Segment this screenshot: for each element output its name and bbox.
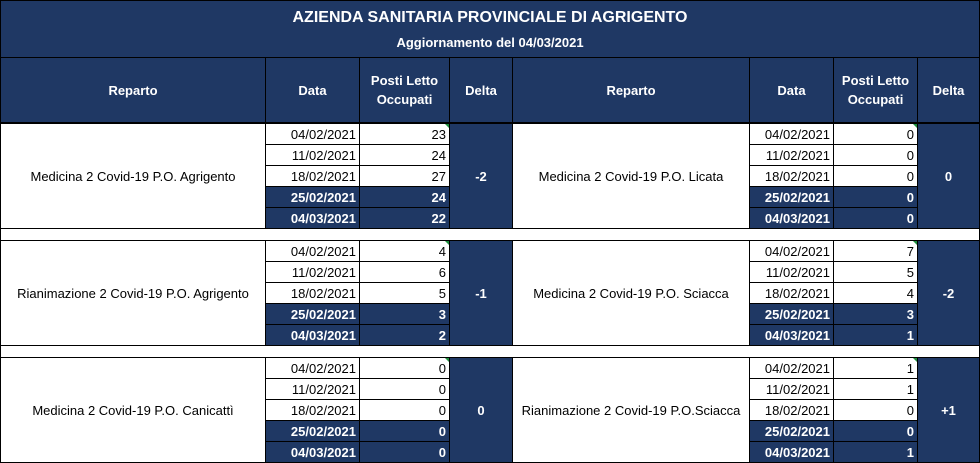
- reparto-cell[interactable]: Medicina 2 Covid-19 P.O. Agrigento: [0, 123, 266, 229]
- date-cell[interactable]: 11/02/2021: [265, 144, 360, 166]
- beds-cell[interactable]: 0: [359, 357, 450, 379]
- date-cell[interactable]: 25/02/2021: [265, 186, 360, 208]
- delta-cell[interactable]: +1: [917, 357, 980, 463]
- delta-cell[interactable]: -2: [917, 240, 980, 346]
- page-title: AZIENDA SANITARIA PROVINCIALE DI AGRIGENTO: [292, 9, 688, 26]
- cell-note-marker: [913, 241, 917, 245]
- header-posti-right[interactable]: Posti Letto Occupati: [833, 57, 918, 123]
- header-data-left[interactable]: Data: [265, 57, 360, 123]
- title-banner: [0, 0, 980, 59]
- date-cell[interactable]: 25/02/2021: [749, 186, 834, 208]
- beds-cell[interactable]: 0: [359, 441, 450, 463]
- date-cell[interactable]: 18/02/2021: [265, 282, 360, 304]
- date-cell[interactable]: 11/02/2021: [265, 378, 360, 400]
- delta-cell[interactable]: 0: [917, 123, 980, 229]
- reparto-cell[interactable]: Medicina 2 Covid-19 P.O. Canicattì: [0, 357, 266, 463]
- date-cell[interactable]: 04/03/2021: [265, 441, 360, 463]
- beds-cell[interactable]: 0: [833, 399, 918, 421]
- beds-cell[interactable]: 5: [833, 261, 918, 283]
- beds-cell[interactable]: 3: [359, 303, 450, 325]
- update-date: Aggiornamento del 04/03/2021: [396, 35, 584, 50]
- beds-cell[interactable]: 0: [359, 420, 450, 442]
- date-cell[interactable]: 18/02/2021: [265, 165, 360, 187]
- delta-cell[interactable]: -1: [449, 240, 513, 346]
- header-data-right[interactable]: Data: [749, 57, 834, 123]
- beds-cell[interactable]: 24: [359, 144, 450, 166]
- beds-cell[interactable]: 0: [833, 207, 918, 229]
- date-cell[interactable]: 04/02/2021: [265, 240, 360, 262]
- beds-cell[interactable]: 0: [359, 378, 450, 400]
- date-cell[interactable]: 18/02/2021: [749, 399, 834, 421]
- date-cell[interactable]: 11/02/2021: [749, 144, 834, 166]
- header-delta-right[interactable]: Delta: [917, 57, 980, 123]
- date-cell[interactable]: 04/03/2021: [265, 207, 360, 229]
- date-cell[interactable]: 25/02/2021: [749, 420, 834, 442]
- cell-note-marker: [913, 124, 917, 128]
- date-cell[interactable]: 18/02/2021: [749, 282, 834, 304]
- header-reparto-left[interactable]: Reparto: [0, 57, 266, 123]
- cell-note-marker: [913, 358, 917, 362]
- beds-cell[interactable]: 0: [833, 420, 918, 442]
- reparto-cell[interactable]: Rianimazione 2 Covid-19 P.O. Agrigento: [0, 240, 266, 346]
- header-reparto-right[interactable]: Reparto: [512, 57, 750, 123]
- beds-cell[interactable]: 4: [359, 240, 450, 262]
- beds-cell[interactable]: 0: [359, 399, 450, 421]
- beds-cell[interactable]: 3: [833, 303, 918, 325]
- beds-cell[interactable]: 0: [833, 165, 918, 187]
- beds-cell[interactable]: 23: [359, 123, 450, 145]
- reparto-cell[interactable]: Medicina 2 Covid-19 P.O. Sciacca: [512, 240, 750, 346]
- beds-cell[interactable]: 1: [833, 324, 918, 346]
- beds-cell[interactable]: 24: [359, 186, 450, 208]
- date-cell[interactable]: 25/02/2021: [265, 420, 360, 442]
- date-cell[interactable]: 04/02/2021: [265, 357, 360, 379]
- beds-cell[interactable]: 1: [833, 378, 918, 400]
- date-cell[interactable]: 04/03/2021: [749, 207, 834, 229]
- beds-cell[interactable]: 7: [833, 240, 918, 262]
- date-cell[interactable]: 04/02/2021: [265, 123, 360, 145]
- delta-cell[interactable]: -2: [449, 123, 513, 229]
- beds-cell[interactable]: 0: [833, 123, 918, 145]
- date-cell[interactable]: 11/02/2021: [749, 378, 834, 400]
- date-cell[interactable]: 04/03/2021: [749, 324, 834, 346]
- date-cell[interactable]: 25/02/2021: [749, 303, 834, 325]
- beds-cell[interactable]: 1: [833, 357, 918, 379]
- date-cell[interactable]: 11/02/2021: [265, 261, 360, 283]
- date-cell[interactable]: 11/02/2021: [749, 261, 834, 283]
- date-cell[interactable]: 04/03/2021: [749, 441, 834, 463]
- header-posti-left[interactable]: Posti Letto Occupati: [359, 57, 450, 123]
- date-cell[interactable]: 25/02/2021: [265, 303, 360, 325]
- beds-cell[interactable]: 0: [833, 144, 918, 166]
- beds-cell[interactable]: 4: [833, 282, 918, 304]
- reparto-cell[interactable]: Rianimazione 2 Covid-19 P.O.Sciacca: [512, 357, 750, 463]
- beds-cell[interactable]: 5: [359, 282, 450, 304]
- header-delta-left[interactable]: Delta: [449, 57, 513, 123]
- beds-cell[interactable]: 1: [833, 441, 918, 463]
- beds-cell[interactable]: 6: [359, 261, 450, 283]
- beds-cell[interactable]: 0: [833, 186, 918, 208]
- beds-cell[interactable]: 27: [359, 165, 450, 187]
- cell-note-marker: [445, 241, 449, 245]
- date-cell[interactable]: 18/02/2021: [749, 165, 834, 187]
- beds-cell[interactable]: 2: [359, 324, 450, 346]
- reparto-cell[interactable]: Medicina 2 Covid-19 P.O. Licata: [512, 123, 750, 229]
- date-cell[interactable]: 04/03/2021: [265, 324, 360, 346]
- cell-note-marker: [445, 358, 449, 362]
- delta-cell[interactable]: 0: [449, 357, 513, 463]
- cell-note-marker: [445, 124, 449, 128]
- date-cell[interactable]: 18/02/2021: [265, 399, 360, 421]
- beds-cell[interactable]: 22: [359, 207, 450, 229]
- date-cell[interactable]: 04/02/2021: [749, 123, 834, 145]
- date-cell[interactable]: 04/02/2021: [749, 240, 834, 262]
- date-cell[interactable]: 04/02/2021: [749, 357, 834, 379]
